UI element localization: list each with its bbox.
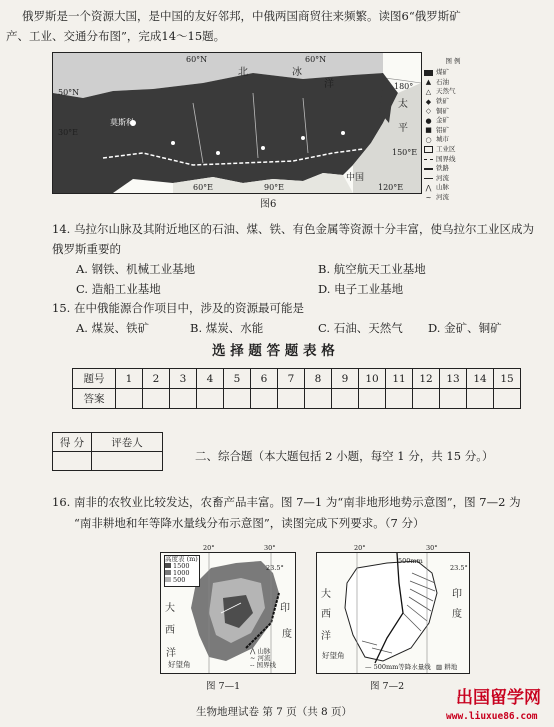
grader-cell[interactable] — [92, 452, 163, 471]
fig72-deg30: 30° — [426, 544, 438, 552]
legend-item-oil: ▲ 石油 — [425, 77, 449, 87]
answer-cell[interactable] — [359, 389, 386, 409]
fig72-yin: 印 — [452, 589, 462, 600]
q16-line-1: 16. 南非的农牧业比较发达，农畜产品丰富。图 7—1 为“南非地形地势示意图”，图 7—2 为 — [52, 495, 521, 509]
fig71-deg20: 20° — [203, 544, 215, 552]
answer-cell[interactable] — [170, 389, 197, 409]
legend-item-gold: ● 金矿 — [425, 116, 449, 125]
fig71-cape: 好望角 — [168, 660, 191, 669]
answer-cell[interactable] — [467, 389, 494, 409]
fig72-du: 度 — [452, 609, 462, 620]
elevation-1000: 1000 — [165, 570, 199, 577]
answer-cell[interactable] — [386, 389, 413, 409]
elevation-title: 高度表 (m) — [165, 555, 198, 563]
fig71-yin: 印 — [280, 603, 290, 614]
map-label-n50: 50°N — [58, 88, 80, 97]
map-label-60e: 60°E — [193, 183, 214, 192]
answer-cell[interactable] — [440, 389, 467, 409]
q15-stem: 15. 在中俄能源合作项目中，涉及的资源最可能是 — [52, 301, 304, 315]
elevation-500: 500 — [165, 577, 199, 584]
fig72-legend-farmland: ▨ 耕地 — [436, 663, 458, 671]
legend-item-industry: 工业区 — [424, 145, 482, 155]
question-number: 6 — [251, 369, 278, 389]
legend-item-coal: 煤矿 — [424, 68, 482, 78]
map-label-north: 北 — [238, 67, 248, 78]
fig72-yang: 洋 — [321, 631, 331, 642]
answer-cell[interactable] — [332, 389, 359, 409]
fig72-isohyet: 500mm — [398, 557, 423, 565]
answer-cell[interactable] — [413, 389, 440, 409]
legend-item-railway: 铁路 — [424, 164, 482, 174]
score-box — [52, 432, 163, 471]
q14-option-a: A. 钢铁、机械工业基地 — [76, 262, 196, 276]
map-label-n60b: 60°N — [305, 55, 327, 64]
elevation-1500: 1500 — [165, 563, 199, 570]
legend-item-aluminum: ■ 铝矿 — [425, 125, 449, 135]
map-label-ocean: 洋 — [324, 79, 334, 90]
russia-map — [52, 52, 422, 194]
fig71-legend-mountain: ⋀ 山脉 — [250, 647, 271, 655]
fig71-legend-border: -- 国界线 — [250, 661, 276, 669]
map-label-moscow: 莫斯科 — [110, 118, 134, 127]
fig71-xi: 西 — [165, 625, 175, 636]
section-2-title: 二、综合题（本大题包括 2 小题，每空 1 分，共 15 分。） — [195, 449, 494, 463]
fig72-xi: 西 — [321, 609, 331, 620]
map-label-150e: 150°E — [392, 148, 418, 157]
fig71-du: 度 — [282, 629, 292, 640]
answer-table — [72, 368, 521, 409]
intro-line-1: 俄罗斯是一个资源大国，是中国的友好邻邦，中俄两国商贸往来频繁。读图6“俄罗斯矿 — [22, 9, 461, 23]
fig71-caption: 图 7—1 — [206, 681, 241, 692]
map-label-180: 180° — [394, 82, 414, 91]
question-number: 10 — [359, 369, 386, 389]
answer-table-label-number: 题号 — [73, 369, 116, 389]
answer-table-row-answers — [73, 389, 521, 409]
map-label-30e: 30°E — [58, 128, 79, 137]
legend-item-border: 国界线 — [424, 154, 482, 164]
legend-item-city: ○ 城市 — [425, 135, 449, 144]
legend-item-gas: △ 天然气 — [425, 87, 456, 96]
fig71-legend — [250, 648, 292, 669]
map-label-china: 中国 — [346, 173, 365, 183]
fig72-legend-isohyet: — 500mm等降水量线 — [365, 663, 431, 671]
map-label-tai: 太 — [398, 99, 408, 110]
q15-option-a: A. 煤炭、铁矿 — [76, 321, 150, 335]
fig72-caption: 图 7—2 — [370, 681, 405, 692]
fig71-lat: 23.5° — [266, 564, 284, 572]
answer-cell[interactable] — [305, 389, 332, 409]
q14-option-b: B. 航空航天工业基地 — [318, 262, 426, 276]
map-label-n60a: 60°N — [186, 55, 208, 64]
fig6-caption: 图6 — [260, 199, 277, 210]
question-number: 14 — [467, 369, 494, 389]
answer-cell[interactable] — [197, 389, 224, 409]
page-footer: 生物地理试卷 第 7 页（共 8 页） — [196, 706, 353, 718]
watermark-name: 出国留学网 — [456, 688, 541, 708]
score-label: 得 分 — [53, 433, 92, 452]
fig71-deg30: 30° — [264, 544, 276, 552]
q14-stem-2: 俄罗斯重要的 — [52, 242, 121, 256]
q15-option-b: B. 煤炭、水能 — [190, 321, 264, 335]
q15-option-c: C. 石油、天然气 — [318, 321, 403, 335]
map-label-ping: 平 — [398, 123, 408, 134]
answer-cell[interactable] — [278, 389, 305, 409]
question-number: 11 — [386, 369, 413, 389]
q14-option-d: D. 电子工业基地 — [318, 282, 404, 296]
q14-option-c: C. 造船工业基地 — [76, 282, 161, 296]
map-label-120e: 120°E — [378, 183, 404, 192]
answer-cell[interactable] — [494, 389, 521, 409]
answer-cell[interactable] — [116, 389, 143, 409]
watermark-url: www.liuxue86.com — [446, 711, 538, 722]
legend-item-mountain: ⋀ 山脉 — [425, 183, 449, 192]
question-number: 8 — [305, 369, 332, 389]
legend-item-copper: ◇ 铜矿 — [425, 106, 449, 116]
fig71-yang: 洋 — [166, 648, 176, 659]
question-number: 3 — [170, 369, 197, 389]
question-number: 15 — [494, 369, 521, 389]
question-number: 4 — [197, 369, 224, 389]
fig72-cape: 好望角 — [322, 651, 345, 660]
elevation-legend — [164, 555, 200, 587]
answer-cell[interactable] — [224, 389, 251, 409]
question-number: 1 — [116, 369, 143, 389]
q16-line-2: “南非耕地和年等降水量线分布示意图”，读图完成下列要求。（7 分） — [74, 516, 425, 530]
fig72-da: 大 — [321, 589, 331, 600]
q14-stem-1: 14. 乌拉尔山脉及其附近地区的石油、煤、铁、有色金属等资源十分丰富，使乌拉尔工业区成为 — [52, 222, 534, 236]
answer-table-row-numbers — [73, 369, 521, 389]
intro-line-2: 产、工业、交通分布图”，完成14～15题。 — [6, 29, 226, 43]
legend-title: 图 例 — [445, 57, 461, 65]
question-number: 13 — [440, 369, 467, 389]
question-number: 9 — [332, 369, 359, 389]
fig71-legend-river: ~ 河流 — [250, 654, 271, 662]
fig72-deg20: 20° — [354, 544, 366, 552]
legend-item-iron: ◆ 铁矿 — [425, 97, 449, 106]
answer-cell[interactable] — [251, 389, 278, 409]
legend-item-river2: ~ 河流 — [425, 193, 449, 202]
answer-table-title: 选 择 题 答 题 表 格 — [212, 343, 335, 359]
question-number: 7 — [278, 369, 305, 389]
map-label-ice: 冰 — [292, 67, 302, 78]
question-number: 5 — [224, 369, 251, 389]
legend-item-river: 河流 — [424, 174, 482, 184]
map-label-90e: 90°E — [264, 183, 285, 192]
fig72-lat: 23.5° — [450, 564, 468, 572]
q15-option-d: D. 金矿、铜矿 — [428, 321, 502, 335]
question-number: 12 — [413, 369, 440, 389]
russia-map-svg — [53, 53, 421, 193]
answer-table-label-answer: 答案 — [73, 389, 116, 409]
score-cell[interactable] — [53, 452, 92, 471]
fig6-legend — [424, 58, 482, 202]
answer-cell[interactable] — [143, 389, 170, 409]
fig71-da: 大 — [165, 603, 175, 614]
question-number: 2 — [143, 369, 170, 389]
grader-label: 评卷人 — [92, 433, 163, 452]
